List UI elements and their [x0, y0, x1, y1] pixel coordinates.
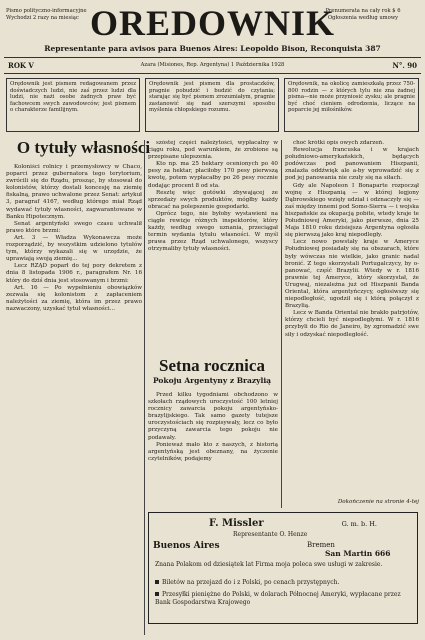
paragraph: szóstej części należytości, wypłacalny w ciągu roku, pod warunkiem, że zrobione są przepisane ulepszenia.: [148, 140, 278, 161]
article-column-1: [6, 164, 142, 634]
paragraph: Koloniści rolnicy i przemysłowcy w Chaco, poparci przez gubernatora tego terytorium, zwrócili się do Rządu, prosząc, by stosował do kolonistów, którzy dostali koncesję na ziemię fiskalną, prawo uchwalone przez Senat: artykuł 3, paragraf 4167, według którego miał Rząd wydawać tytuły własności, zagwarantowane w Banku Hipotecznym.: [6, 164, 142, 220]
paragraph: Kto np. ma 25 hektary ocenionych po 40 pesy za hektar, płaciłoby 170 pesy pierwszą kwotę, potem wypłacałby po 26 pesy rocznie dodając procent 8 od sta.: [148, 161, 278, 189]
paragraph: Lecz RZĄD poparł do tej pory dekretem z dnia 8 listopada 1906 r., paragrafem Nr. 16 który do dziś dnia jest stosowanym i brzmi:: [6, 263, 142, 284]
paragraph: Lecz w Banda Oriental nie brakło patrjotów, którzy chcieli być niepodległymi. W r. 1816 przybyli do Rio de Janeiro, by zgromadzić swe siły i odzyskać niepodległość.: [285, 310, 419, 338]
paragraph: Oprócz tego, nie byłoby wystawieni na ciągłe rewizje różnych inspektorów, który każdy, według swego uznania, przeciągał termin wydania tytułu własności. W myśl prawa przez Rząd uchwalonego, wszyscy otrzymaliby tytuły własności.: [148, 210, 278, 253]
section-headline: Setna rocznica: [159, 356, 265, 375]
paragraph: Art. 3 — Władza Wykonawcza może rozporządzić, by wszystkim udzielono tytułów tym, którzy wykazali się w urzędzie, że uprawiają swoją ziemię...: [6, 234, 142, 263]
divider: [4, 73, 421, 74]
issue-number: N°. 90: [392, 61, 417, 70]
paragraph: Senat argentyński swego czasu uchwalił prawo które brzmi:: [6, 220, 142, 234]
info-bar: [6, 60, 419, 70]
ad-line-1: Znana Polakom od dziesiątek lat Firma moja poleca swe usługi w zakresie.: [155, 561, 383, 568]
article-column-3: [285, 140, 419, 498]
column-divider: [281, 140, 282, 508]
notice-box-2: Orędownik jest pismem dla prostaczków, pragnie pobudzić i budzić do czytania; starając się być pismem zrozumiałym, pragnie zastanowić się nad szerszymi sposobu myślenia chłopskiego rozumu.: [145, 78, 279, 132]
paragraph: Lecz nowo powstały kraje w Ameryce Południowej posiadały się na obszarach, które były wówczas nie wielkie, jako granic nadal bronić. Z tego skorzystali Portugalczycy, by o-panować, część Brazylii. Wtedy w r. 1816 prawnie tej Ameryce, który skorzystał, że Urugwaj, niezależna już od Hiszpanii Banda Oriental, która argentyńczycy, ogłosiwszy się niepodległość, ugodził się i którą połączył z Brazylią.: [285, 239, 419, 310]
issue-year: ROK V: [8, 61, 34, 70]
section-subheadline: Pokoju Argentyny z Brazylią: [152, 376, 272, 385]
paragraph: Przed kilku tygodniami obchodzono w szkołach rządowych uroczystość 100 letniej rocznicy zawarcia pokoju argentyńsko-brazylijskiego. Tak samo gazety tutejsze uroczystościach się rozpisywały, lecz co było przyczyną zawarcia tego pokoju nie podawały.: [148, 392, 278, 441]
ad-representative: Representante O. Henze: [233, 531, 308, 538]
article-column-2: [148, 140, 278, 352]
masthead-subtitle: Pismo polityczno-informacyjne: [6, 8, 87, 14]
ad-line-3-text: Przesyłki pieniężne do Polski, w dolarach Północnej Ameryki, wypłacane przez Bank Gospodarstwa Krajowego: [155, 591, 401, 606]
paragraph: choć krótki opis owych zdarzeń.: [293, 140, 385, 146]
masthead-frequency: Wychodzi 2 razy na miesiąc: [6, 15, 79, 21]
bullet-icon: [155, 580, 159, 584]
divider: [4, 57, 421, 58]
bullet-icon: [155, 592, 159, 596]
ad-city-right: Bremen: [307, 541, 335, 549]
notice-box-1: Orędownik jest pismem redagowanem przez doświadczych ludzi, nie zaś przez ludzi dla ludzi, nie nażi osobe żadnych praw być fachowcem swych zawodowców; jest pismem o charakterze familijnym.: [6, 78, 140, 132]
ad-line-3: [155, 591, 413, 607]
continued-note: Dokończenie na stronie 4-tej: [337, 499, 419, 505]
ads-note: Ogłoszenia według umowy: [327, 15, 399, 21]
ad-company: F. Missler: [209, 518, 264, 529]
masthead-right: [307, 8, 419, 22]
ad-line-2: [155, 579, 413, 587]
subscription-price: Prenumerata na cały rok $ 6: [325, 8, 401, 14]
article-column-2b: [148, 392, 278, 506]
notice-box-3: Orędownik, na okolicę zamieszkałą przez 750-800 rodzin — z których tylu nie zna żadnej pisma—nie może przyniosić zysku; ale pragnie być choć cieniem odrodzenia, liczące na poparcie jej miłośników.: [284, 78, 419, 132]
paragraph: Ponieważ mało kto z naszych, z historią argentyńską jest obeznany, na życzenie czytelników, podajemy: [148, 441, 278, 462]
article-headline: O tytuły własności: [16, 138, 151, 157]
advertisement: [148, 512, 418, 624]
ad-city-left: Buenos Aires: [153, 541, 220, 551]
ad-company-suffix: G. m. b. H.: [341, 520, 377, 528]
column-divider: [144, 140, 145, 635]
newspaper-title: OREDOWNIK: [89, 3, 336, 43]
paragraph: Resztę więc gotówki zbywającej ze sprzedaży swych produktów, mógłby każdy obracać na polepszenie gospodarki.: [148, 189, 278, 210]
paragraph: Gdy ale Napoleon I Bonaparte rozpoczął wojnę z Hiszpanią — w której legjony Dąbrowskiego wzięły udział i odznaczyły się — zaś między innemi pod Somo-Sierra — i wojska hiszpańskie za okupacją pobite, wtedy kraje te Południowej Ameryki, jako pierwsze, dnia 25 Maja 1810 roku dzisiejsza Argentyna ogłosiła się pierwszą jako kraj niepodległy.: [285, 182, 419, 239]
paragraph: Art. 16 — Po wypełnieniu obowiązków zezwala się kolonistom z zapłaceniem należytości za ziemię, która im przez prawo nazwaczony, uzyskać tytuł własności...: [6, 284, 142, 312]
ad-street: San Martin 666: [325, 549, 391, 558]
ad-line-2-text: Biletów na przejazd do i z Polski, po cenach przystępnych.: [162, 579, 340, 586]
paragraph: Rewolucja francuska i w krajach południowo-amerykańskich, będących podówczas pod panowaniem Hiszpanii, znalazła oddźwięk ale a-by wprowadzić się z pod jej panowania nie czuły się na siłach.: [285, 147, 419, 182]
issue-place-date: Azara (Misiones, Rep. Argentyna) 1 Października 1928: [140, 62, 285, 68]
representative-line: Representante para avisos para Buenos Aires: Leopoldo Bison, Reconquista 387: [44, 44, 381, 53]
